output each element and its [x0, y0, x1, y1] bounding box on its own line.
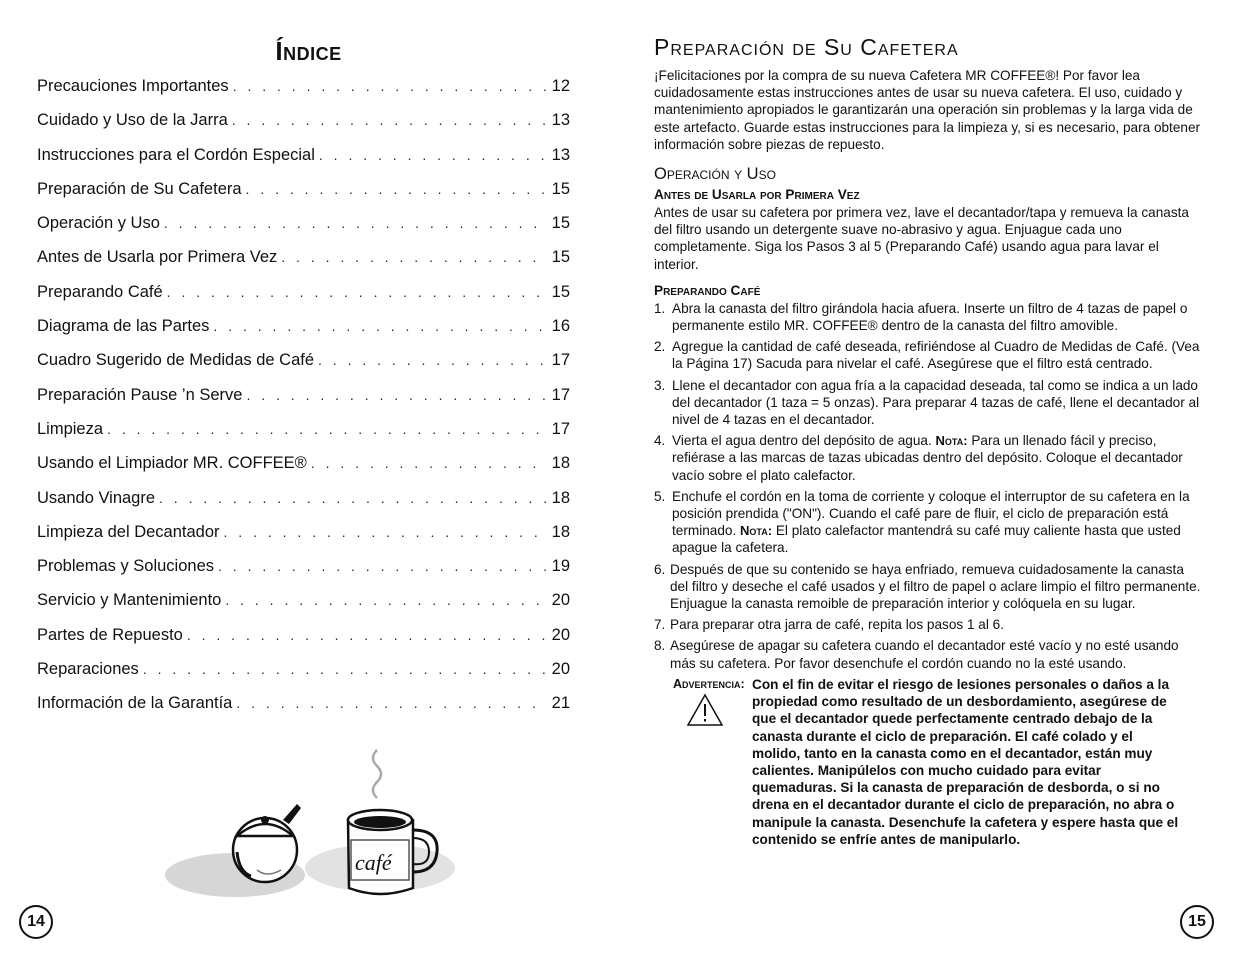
step-text: Después de que su contenido se haya enfriado, remueva cuidadosamente la canasta del filtro y deseche el café usados y el filtro de papel o aclare limpio el filtro permanente. Enjuague la canasta remoible de preparación interior y colóquela en su lugar.: [670, 561, 1201, 612]
toc-entry-page: 16: [551, 317, 570, 336]
toc-dot-leader: [233, 72, 546, 100]
toc-entry: [37, 586, 570, 620]
step-text: Asegúrese de apagar su cafetera cuando el decantador esté vacío y no esté usando más su cafetera. Por favor desenchufe el cordón cuando no la esté usando.: [670, 638, 1179, 671]
toc-entry: [37, 106, 570, 140]
toc-entry-page: 18: [551, 522, 570, 541]
decanter-icon: [233, 804, 301, 882]
warning-label: Advertencia:: [673, 676, 745, 691]
note-label: Nota:: [935, 433, 968, 449]
toc-entry-page: 18: [551, 454, 570, 473]
toc-entry: [37, 312, 570, 346]
brewing-step: [654, 561, 1202, 613]
index-title: Índice: [275, 36, 342, 66]
toc-entry: [37, 346, 570, 380]
page-title: Preparación de Su Cafetera: [654, 34, 959, 60]
toc-entry: [37, 278, 570, 312]
page-number-right: 15: [1180, 905, 1214, 939]
toc-entry-label: Preparación de Su Cafetera: [37, 179, 242, 198]
toc-entry: [37, 449, 570, 483]
step-text-part: El plato calefactor mantendrá su café muy caliente hasta que usted apague la cafetera.: [672, 523, 1181, 556]
toc-entry-page: 20: [551, 660, 570, 679]
toc-entry-label: Servicio y Mantenimiento: [37, 591, 222, 610]
step-text-part: Enchufe el cordón en la toma de corriente y coloque el interruptor de su cafetera en la posición prendida ("ON"). Cuando el café pare de fluir, el ciclo de preparación está terminado.: [672, 488, 1190, 539]
step-number: 4.: [654, 433, 666, 449]
toc-entry-label: Reparaciones: [37, 660, 139, 679]
mug-label: café: [355, 850, 392, 875]
toc-entry-label: Partes de Repuesto: [37, 625, 183, 644]
brewing-step: [654, 637, 1202, 671]
toc-dot-leader: [246, 381, 546, 409]
warning-block: [654, 676, 1202, 848]
toc-dot-leader: [167, 278, 546, 306]
toc-entry: [37, 72, 570, 106]
toc-entry-label: Antes de Usarla por Primera Vez: [37, 248, 278, 267]
toc-entry: [37, 415, 570, 449]
page-number-left: 14: [19, 905, 53, 939]
toc-dot-leader: [246, 175, 546, 203]
toc-entry-label: Cuidado y Uso de la Jarra: [37, 111, 228, 130]
toc-dot-leader: [164, 209, 546, 237]
step-text-part: Para un llenado fácil y preciso, refiérase a las marcas de tazas ubicadas dentro del depósito. Coloque el decantador vacío sobre el plato calefactor.: [672, 433, 1183, 483]
toc-entry-label: Diagrama de las Partes: [37, 317, 210, 336]
toc-dot-leader: [319, 141, 546, 169]
toc-entry-page: 20: [551, 591, 570, 610]
step-text-part: Vierta el agua dentro del depósito de agua.: [672, 433, 936, 449]
subheading-brewing: Preparando Café: [654, 282, 761, 298]
toc-entry-label: Problemas y Soluciones: [37, 557, 215, 576]
toc-dot-leader: [213, 312, 546, 340]
toc-entry-page: 13: [551, 111, 570, 130]
toc-entry-page: 15: [551, 214, 570, 233]
instructions-content: [654, 34, 1202, 848]
step-text: Abra la canasta del filtro girándola hacia afuera. Inserte un filtro de 4 tazas de papel o permanente estilo MR. COFFEE® dentro de la canasta del filtro amovible.: [672, 300, 1188, 334]
step-text: [672, 432, 1202, 484]
left-page: [0, 0, 617, 954]
toc-entry: [37, 655, 570, 689]
step-number: 1.: [654, 300, 666, 316]
table-of-contents: [37, 72, 570, 724]
toc-entry-page: 15: [551, 248, 570, 267]
step-number: 6.: [654, 561, 666, 577]
toc-entry-page: 19: [551, 557, 570, 576]
toc-entry-label: Instrucciones para el Cordón Especial: [37, 145, 315, 164]
toc-entry-page: 15: [551, 179, 570, 198]
toc-dot-leader: [311, 449, 546, 477]
toc-entry: [37, 552, 570, 586]
toc-entry: [37, 243, 570, 277]
toc-entry-label: Limpieza: [37, 419, 104, 438]
note-label: Nota:: [740, 523, 773, 539]
step-number: 3.: [654, 377, 666, 393]
coffee-illustration: [165, 740, 455, 900]
brewing-step: [654, 377, 1202, 429]
first-use-paragraph: Antes de usar su cafetera por primera vez, lave el decantador/tapa y remueva la canasta del filtro usando un detergente suave no-abrasivo y agua. Enjuague cada uno completamente. Siga los Pasos 3 al 5 (Preparando Café) usando agua para lavar el interior.: [654, 205, 1189, 272]
toc-entry-page: 13: [551, 145, 570, 164]
toc-entry-page: 17: [551, 419, 570, 438]
toc-entry-page: 17: [551, 385, 570, 404]
toc-dot-leader: [107, 415, 546, 443]
step-text: Para preparar otra jarra de café, repita los pasos 1 al 6.: [670, 617, 1004, 633]
toc-dot-leader: [232, 106, 546, 134]
intro-paragraph: ¡Felicitaciones por la compra de su nueva Cafetera MR COFFEE®! Por favor lea cuidadosamente estas instrucciones antes de usar su nueva cafetera. El uso, cuidado y mantenimiento apropiados le garantizarán una operación sin problemas y la larga vida de este artefacto. Guarde estas instrucciones para la limpieza y, si es necesario, para obtener información sobre piezas de repuesto.: [654, 68, 1201, 152]
step-text: Agregue la cantidad de café deseada, refiriéndose al Cuadro de Medidas de Café. (Vea la Página 17) Sacuda para nivelar el café. Asegúrese que el filtro está centrado.: [672, 339, 1200, 372]
toc-entry-label: Limpieza del Decantador: [37, 522, 220, 541]
section-heading-operation: Operación y Uso: [654, 165, 776, 184]
toc-entry: [37, 141, 570, 175]
brewing-steps: [654, 300, 1202, 672]
toc-entry: [37, 381, 570, 415]
toc-dot-leader: [236, 689, 546, 717]
brewing-step: [654, 432, 1202, 484]
toc-entry: [37, 518, 570, 552]
toc-entry-page: 20: [551, 625, 570, 644]
toc-entry-page: 18: [551, 488, 570, 507]
brewing-step: [654, 300, 1202, 334]
brewing-step: [654, 616, 1202, 633]
toc-entry: [37, 621, 570, 655]
warning-triangle-icon: [686, 692, 724, 728]
brewing-step: [654, 488, 1202, 557]
toc-dot-leader: [143, 655, 546, 683]
toc-entry-label: Preparación Pause ’n Serve: [37, 385, 243, 404]
toc-dot-leader: [318, 346, 546, 374]
brewing-step: [654, 338, 1202, 372]
toc-entry-label: Usando Vinagre: [37, 488, 156, 507]
toc-dot-leader: [225, 586, 546, 614]
subheading-first-use: Antes de Usarla por Primera Vez: [654, 187, 860, 203]
right-page: [617, 0, 1235, 954]
toc-dot-leader: [159, 484, 546, 512]
warning-text: Con el fin de evitar el riesgo de lesiones personales o daños a la propiedad como resultado de un desbordamiento, asegúrese de que el decantador quede perfectamente centrado debajo de la canasta durante el ciclo de preparación. El café colado y el molido, tanto en la canasta como en el decantador, están muy calientes. Manipúlelos con mucho cuidado para evitar quemaduras. Si la canasta de preparación de desborda, o si no drena en el decantador durante el ciclo de preparación, no abra o manipule la canasta. Desenchufe la cafetera y espere hasta que el contenido se enfríe antes de manipularlo.: [752, 676, 1179, 847]
toc-entry-page: 12: [551, 77, 570, 95]
toc-entry-label: Precauciones Importantes: [37, 77, 229, 95]
toc-entry: [37, 689, 570, 723]
toc-entry-label: Preparando Café: [37, 282, 163, 301]
toc-dot-leader: [187, 621, 546, 649]
toc-entry-page: 17: [551, 351, 570, 370]
toc-entry-page: 21: [551, 694, 570, 713]
toc-entry: [37, 484, 570, 518]
toc-entry-label: Usando el Limpiador MR. COFFEE®: [37, 454, 307, 473]
step-text: [672, 488, 1202, 557]
step-number: 8.: [654, 638, 666, 654]
toc-entry-label: Información de la Garantía: [37, 694, 233, 713]
toc-entry: [37, 209, 570, 243]
step-text: Llene el decantador con agua fría a la capacidad deseada, tal como se indica a un lado del decantador (1 taza = 5 onzas). Para preparar 4 tazas de café, llene el decantador al nivel de 4 tazas en el decantador.: [672, 377, 1200, 428]
toc-dot-leader: [281, 243, 546, 271]
steam-icon: [373, 750, 381, 798]
toc-entry-page: 15: [551, 282, 570, 301]
step-number: 5.: [654, 488, 666, 504]
toc-dot-leader: [218, 552, 546, 580]
step-number: 7.: [654, 617, 666, 633]
toc-entry: [37, 175, 570, 209]
toc-dot-leader: [224, 518, 546, 546]
toc-entry-label: Operación y Uso: [37, 214, 160, 233]
toc-entry-label: Cuadro Sugerido de Medidas de Café: [37, 351, 315, 370]
step-number: 2.: [654, 339, 666, 355]
